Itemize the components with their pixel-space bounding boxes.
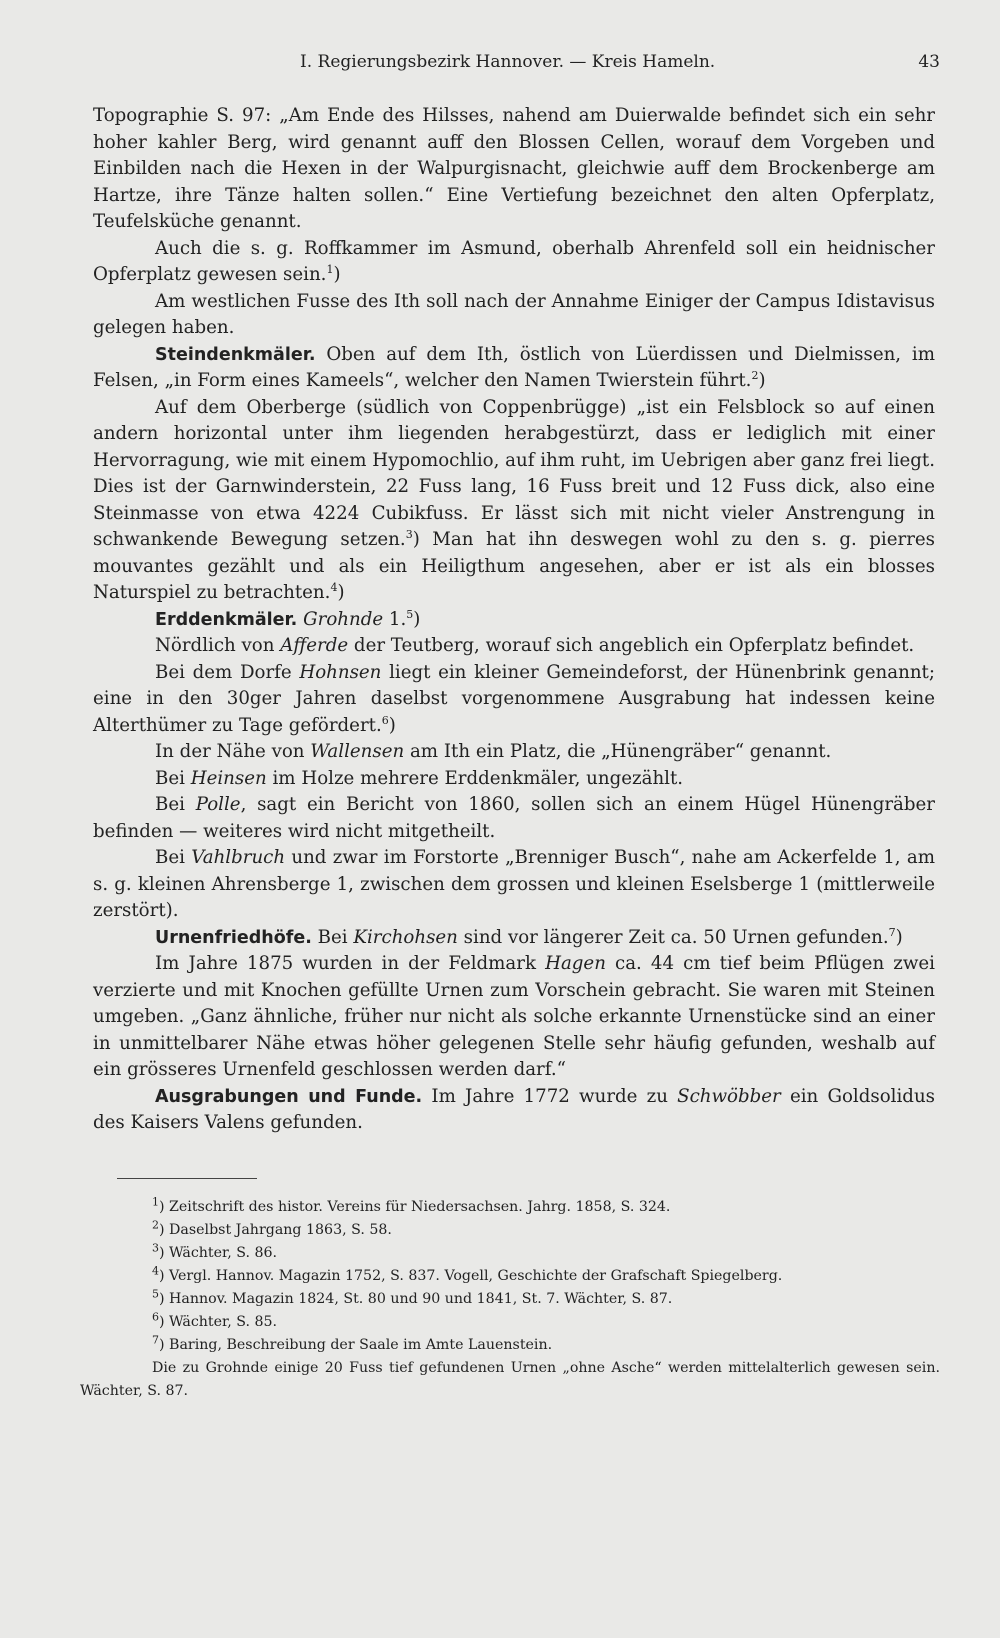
footnote: $^7$) Baring, Beschreibung der Saale im Amte Lauenstein. xyxy=(152,1333,553,1353)
footnote: $^6$) Wächter, S. 85. xyxy=(152,1310,278,1330)
footnote: $^3$) Wächter, S. 86. xyxy=(152,1241,278,1261)
page-number: 43 xyxy=(918,52,940,72)
section-heading: Steindenkmäler. xyxy=(155,344,316,365)
section-urnenfriedhoefe: Urnenfriedhöfe. Bei Kirchohsen sind vor längerer Zeit ca. 50 Urnen gefunden.$^7$) xyxy=(155,925,903,948)
place-name: Hagen xyxy=(545,953,606,974)
footnote-ref[interactable]: 7 xyxy=(888,925,896,939)
footnote-ref[interactable]: 4 xyxy=(330,580,338,594)
footnote-ref[interactable]: 3 xyxy=(405,527,413,541)
main-text xyxy=(93,103,935,1137)
footnote-ref[interactable]: 1 xyxy=(326,262,334,276)
section-heading: Urnenfriedhöfe. xyxy=(155,927,312,948)
footnote-continuation: Die zu Grohnde einige 20 Fuss tief gefundenen Urnen „ohne Asche“ werden mittelalterlich gewesen sein. Wächter, S. 87. xyxy=(80,1360,940,1399)
place-name: Heinsen xyxy=(190,767,267,789)
footnote: $^4$) Vergl. Hannov. Magazin 1752, S. 837. Vogell, Geschichte der Grafschaft Spiegelberg. xyxy=(152,1264,783,1284)
section-ausgrabungen: Ausgrabungen und Funde. Im Jahre 1772 wurde zu Schwöbber ein Goldsolidus des Kaisers Valens gefunden. xyxy=(93,1085,935,1133)
place-name: Hohnsen xyxy=(299,661,382,683)
footnote-ref[interactable]: 2 xyxy=(751,368,759,382)
footnotes xyxy=(80,1196,940,1403)
footnote: $^2$) Daselbst Jahrgang 1863, S. 58. xyxy=(152,1218,392,1238)
paragraph: Im Jahre 1875 wurden in der Feldmark Hagen ca. 44 cm tief beim Pflügen zwei verzierte und mit Knochen gefüllte Urnen zum Vorschein gebracht. Sie waren mit Steinen umgeben. „Ganz ähnliche, früher nur nicht als solche erkannte Urnenstücke sind an einer in unmittelbarer Nähe etwas höher gelegenen Stelle sehr häufig gefunden, weshalb auf ein grösseres Urnenfeld geschlossen werden darf.“ xyxy=(93,953,935,1080)
footnote-separator xyxy=(117,1178,257,1179)
paragraph: Nördlich von Afferde der Teutberg, worauf sich angeblich ein Opferplatz befindet. xyxy=(155,635,915,656)
paragraph: In der Nähe von Wallensen am Ith ein Platz, die „Hünengräber“ genannt. xyxy=(155,741,832,762)
section-steindenkmaeler: Steindenkmäler. Oben auf dem Ith, östlich von Lüerdissen und Dielmissen, im Felsen, „in Form eines Kameels“, welcher den Namen Twierstein führt.$^2$) xyxy=(93,343,935,391)
place-name: Vahlbruch xyxy=(191,847,286,868)
section-heading: Erddenkmäler. xyxy=(155,609,298,630)
paragraph: Bei Heinsen im Holze mehrere Erddenkmäler, ungezählt. xyxy=(155,767,684,789)
paragraph: Bei dem Dorfe Hohnsen liegt ein kleiner Gemeindeforst, der Hünenbrink genannt; eine in den 30ger Jahren daselbst vorgenommene Ausgrabung hat indessen keine Alterthümer zu Tage gefördert.$^6$) xyxy=(93,661,935,736)
paragraph: Auf dem Oberberge (südlich von Coppenbrügge) „ist ein Felsblock so auf einen andern horizontal unter ihm liegenden herabgestürzt, dass er lediglich mit einer Hervorragung, wie mit einem Hypomochlio, auf ihm ruht, im Uebrigen aber ganz frei liegt. Dies ist der Garnwinderstein, 22 Fuss lang, 16 Fuss breit und 12 Fuss dick, also eine Steinmasse von etwa 4224 Cubikfuss. Er lässt sich mit nicht vieler Anstrengung in schwankende Bewegung setzen.$^3$) Man hat ihn deswegen wohl zu den s. g. pierres mouvantes gezählt und als ein Heiligthum angesehen, aber er ist als ein blosses Naturspiel zu betrachten.$^4$) xyxy=(93,396,935,603)
footnote: $^1$) Zeitschrift des histor. Vereins für Niedersachsen. Jahrg. 1858, S. 324. xyxy=(152,1195,671,1215)
place-name: Schwöbber xyxy=(677,1085,781,1107)
footnote: $^5$) Hannov. Magazin 1824, St. 80 und 90 und 1841, St. 7. Wächter, S. 87. xyxy=(152,1287,673,1307)
paragraph: Am westlichen Fusse des Ith soll nach der Annahme Einiger der Campus Idistavisus gelegen haben. xyxy=(93,290,935,338)
paragraph: Bei Polle, sagt ein Bericht von 1860, sollen sich an einem Hügel Hünengräber befinden — weiteres wird nicht mitgetheilt. xyxy=(93,794,935,842)
place-name: Polle xyxy=(195,794,241,815)
footnote-ref[interactable]: 5 xyxy=(406,607,414,621)
paragraph: Auch die s. g. Roffkammer im Asmund, oberhalb Ahrenfeld soll ein heidnischer Opferplatz gewesen sein.$^1$) xyxy=(93,237,935,285)
footnote-ref[interactable]: 6 xyxy=(381,713,389,727)
paragraph: Topographie S. 97: „Am Ende des Hilsses, nahend am Duierwalde befindet sich ein sehr hoher kahler Berg, wird genannt auff den Blossen Cellen, worauf dem Vorgeben und Einbilden nach die Hexen in der Walpurgisnacht, gleichwie auff dem Brockenberge am Hartze, ihre Tänze halten sollen.“ Eine Vertiefung bezeichnet den alten Opferplatz, Teufelsküche genannt. xyxy=(93,105,935,232)
place-name: Grohnde xyxy=(303,608,384,630)
place-name: Wallensen xyxy=(310,741,405,762)
section-erddenkmaeler: Erddenkmäler. Grohnde 1.$^5$) xyxy=(155,607,421,630)
paragraph: Bei Vahlbruch und zwar im Forstorte „Brenniger Busch“, nahe am Ackerfelde 1, am s. g. kleinen Ahrensberge 1, zwischen dem grossen und kleinen Eselsberge 1 (mittlerweile zerstört). xyxy=(93,847,935,921)
section-heading: Ausgrabungen und Funde. xyxy=(155,1086,423,1107)
place-name: Afferde xyxy=(280,635,349,656)
place-name: Kirchohsen xyxy=(353,926,458,948)
running-title: I. Regierungsbezirk Hannover. — Kreis Hameln. xyxy=(300,52,716,72)
